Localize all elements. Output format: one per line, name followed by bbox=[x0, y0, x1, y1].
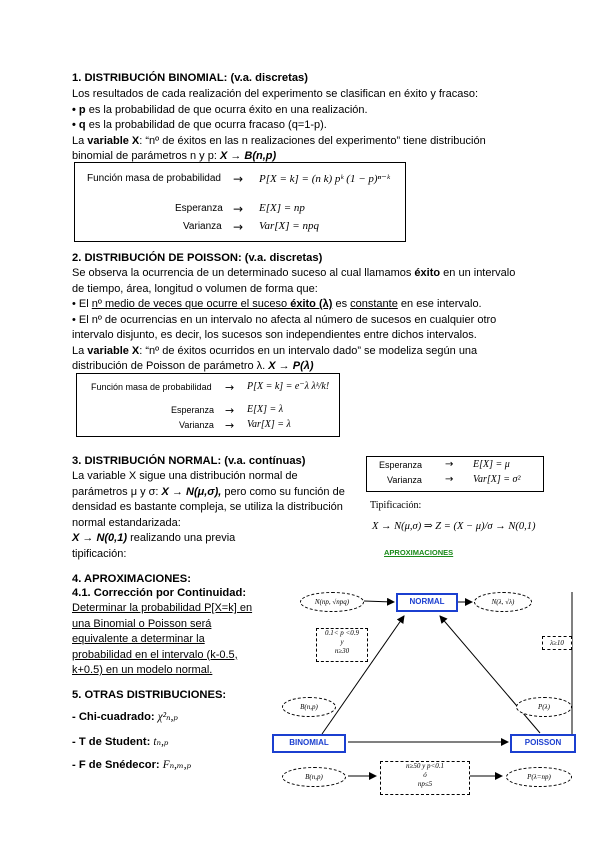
ellipse-binomial-1: B(n,p) bbox=[282, 697, 336, 717]
condition-binomial-normal bbox=[316, 628, 368, 662]
approximations-title: APROXIMACIONES bbox=[384, 548, 454, 557]
ellipse-binomial-2: B(n,p) bbox=[282, 767, 346, 787]
binomial-bullet-q: • q es la probabilidad de que ocurra fracaso (q=1-p). bbox=[72, 119, 327, 131]
section-5-title: 5. OTRAS DISTRIBUCIONES: bbox=[72, 689, 227, 701]
condition-text: 0.1< p <0.9 bbox=[325, 629, 359, 637]
section-2-title: 2. DISTRIBUCIÓN DE POISSON: (v.a. discretas) bbox=[72, 252, 323, 264]
binomial-var-label: Varianza bbox=[183, 221, 222, 232]
normal-mean-formula: E[X] = μ bbox=[473, 459, 510, 470]
arrow-icon: → bbox=[233, 172, 244, 186]
tipificacion-label: Tipificación: bbox=[370, 500, 422, 511]
poisson-line-1: Se observa la ocurrencia de un determinado suceso al cual llamamos éxito en un intervalo bbox=[72, 267, 516, 279]
binomial-mean-label: Esperanza bbox=[175, 203, 223, 214]
arrow-icon: → bbox=[233, 202, 244, 216]
poisson-pmf-label: Función masa de probabilidad bbox=[91, 382, 212, 392]
poisson-line-7: distribución de Poisson de parámetro λ. X → P(λ) bbox=[72, 360, 314, 372]
binomial-line-5: binomial de parámetros n y p: X → B(n,p) bbox=[72, 150, 277, 162]
tipificacion-formula: X → N(μ,σ) ⇒ Z = (X − μ)/σ → N(0,1) bbox=[372, 521, 536, 532]
section-1-title: 1. DISTRIBUCIÓN BINOMIAL: (v.a. discretas) bbox=[72, 72, 309, 84]
condition-binomial-poisson bbox=[380, 761, 470, 795]
poisson-pmf-formula: P[X = k] = e⁻λ λᵏ/k! bbox=[247, 381, 330, 392]
continuity-line-4: probabilidad en el intervalo (k-0.5, bbox=[72, 648, 238, 661]
binomial-bullet-p: • p es la probabilidad de que ocurra éxito en una realización. bbox=[72, 103, 368, 116]
ellipse-normal-binomial: N(np, √npq) bbox=[300, 592, 364, 612]
continuity-line-3: equivalente a determinar la bbox=[72, 633, 205, 645]
arrow-icon: → bbox=[445, 474, 454, 485]
normal-mean-label: Esperanza bbox=[379, 460, 423, 470]
continuity-line-1: Determinar la probabilidad P[X=k] en bbox=[72, 602, 253, 614]
condition-poisson-normal: λ≥10 bbox=[542, 636, 572, 650]
normal-node: NORMAL bbox=[396, 593, 458, 612]
poisson-line-3: • El nº medio de veces que ocurre el suceso éxito (λ) es constante en ese intervalo. bbox=[72, 298, 482, 310]
poisson-node: POISSON bbox=[510, 734, 576, 753]
binomial-line-1: Los resultados de cada realización del experimento se clasifican en éxito y fracaso: bbox=[72, 88, 479, 100]
section-4-1-title: 4.1. Corrección por Continuidad: bbox=[72, 587, 247, 599]
poisson-line-4: • El nº de ocurrencias en un intervalo no afecta al número de sucesos en cualquier otro bbox=[72, 313, 497, 326]
normal-var-label: Varianza bbox=[387, 475, 422, 485]
ellipse-normal-poisson: N(λ, √λ) bbox=[474, 592, 532, 612]
section-4-title: 4. APROXIMACIONES: bbox=[72, 573, 191, 585]
t-student-item: - T de Student: tₙ,ₚ bbox=[72, 736, 169, 748]
binomial-line-4: La variable X: “nº de éxitos en las n realizaciones del experimento” tiene distribución bbox=[72, 134, 486, 147]
condition-text: np≤5 bbox=[417, 780, 433, 788]
binomial-mean-formula: E[X] = np bbox=[259, 202, 305, 214]
binomial-pmf-label: Función masa de probabilidad bbox=[87, 173, 221, 184]
arrow-icon: → bbox=[225, 381, 235, 394]
condition-text: ó bbox=[423, 771, 427, 779]
condition-text: n≥50 y p<0.1 bbox=[406, 762, 444, 770]
normal-var-formula: Var[X] = σ² bbox=[473, 474, 521, 485]
condition-text: n≥30 bbox=[334, 647, 350, 655]
ellipse-poisson-1: P(λ) bbox=[516, 697, 572, 717]
normal-line-5: X → N(0,1) realizando una previa bbox=[72, 532, 236, 544]
poisson-line-6: La variable X: “nº de éxitos ocurridos en un intervalo dado” se modeliza según una bbox=[72, 344, 478, 357]
f-snedecor-item: - F de Snédecor: Fₙ,ₘ,ₚ bbox=[72, 759, 192, 771]
normal-line-3: densidad es bastante compleja, se utiliza la distribución bbox=[72, 501, 343, 513]
section-3-title: 3. DISTRIBUCIÓN NORMAL: (v.a. contínuas) bbox=[72, 455, 306, 467]
normal-line-6: tipificación: bbox=[72, 547, 127, 560]
arrow-icon: → bbox=[445, 459, 454, 470]
normal-line-2: parámetros μ y σ: X → N(μ,σ), pero como su función de bbox=[72, 485, 345, 498]
arrow-nbin-to-normal bbox=[364, 601, 394, 602]
continuity-line-5: k+0.5) en un modelo normal. bbox=[72, 664, 213, 676]
poisson-line-5: intervalo disjunto, es decir, los sucesos son independientes entre dichos intervalos. bbox=[72, 329, 477, 341]
continuity-line-2: una Binomial o Poisson será bbox=[72, 617, 212, 630]
normal-line-4: normal estandarizada: bbox=[72, 516, 181, 529]
poisson-var-label: Varianza bbox=[179, 420, 214, 430]
poisson-mean-formula: E[X] = λ bbox=[247, 404, 284, 415]
chi-square-item: - Chi-cuadrado: χ²ₙ,ₚ bbox=[72, 711, 178, 723]
condition-text: y bbox=[340, 638, 344, 646]
arrow-icon: → bbox=[233, 220, 244, 234]
ellipse-poisson-2: P(λ=np) bbox=[506, 767, 572, 787]
poisson-line-2: de tiempo, área, longitud o volumen de forma que: bbox=[72, 282, 318, 295]
binomial-var-formula: Var[X] = npq bbox=[259, 220, 319, 232]
arrow-icon: → bbox=[225, 404, 235, 417]
poisson-mean-label: Esperanza bbox=[171, 405, 215, 415]
poisson-var-formula: Var[X] = λ bbox=[247, 419, 291, 430]
binomial-node: BINOMIAL bbox=[272, 734, 346, 753]
binomial-pmf-formula: P[X = k] = (n k) pᵏ (1 − p)ⁿ⁻ᵏ bbox=[259, 173, 390, 185]
arrow-poisson-to-normal bbox=[440, 616, 540, 733]
arrow-icon: → bbox=[225, 419, 235, 432]
normal-line-1: La variable X sigue una distribución normal de bbox=[72, 470, 298, 482]
